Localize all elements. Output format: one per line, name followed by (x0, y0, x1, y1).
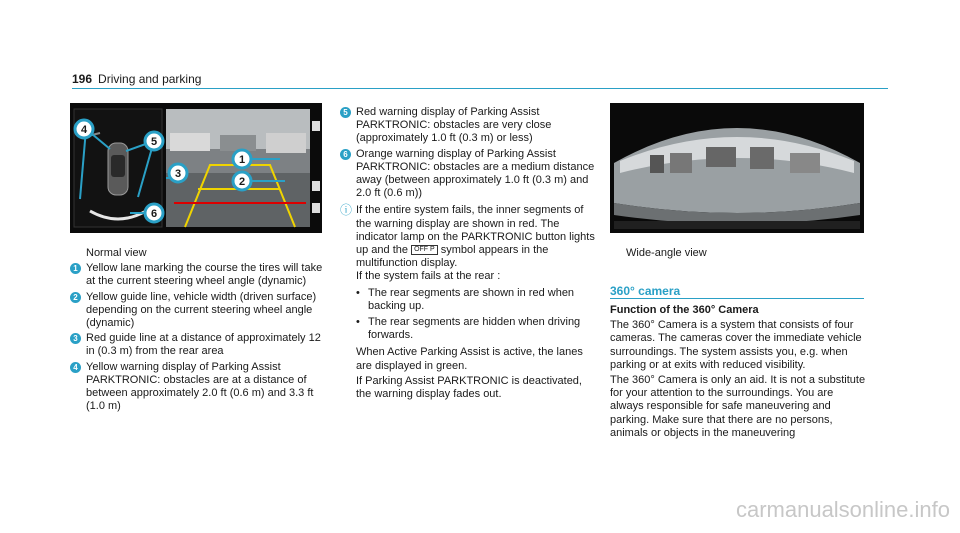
subheading: Function of the 360° Camera (610, 304, 759, 316)
left-column (70, 247, 326, 415)
wide-angle-caption: Wide-angle view (626, 247, 707, 259)
callout-1 (233, 150, 251, 168)
callout-6 (145, 204, 163, 222)
svg-text:4: 4 (80, 124, 88, 136)
item-text: Yellow warning display of Parking Assist PARKTRONIC: obstacles are at a distance of between approximately 2.0 ft (0.6 m) and 3.3 ft (1.0 m) (86, 360, 314, 413)
number-badge: 4 (70, 362, 81, 373)
bullet-item: • The rear segments are shown in red when backing up. (356, 287, 596, 313)
section-name: Driving and parking (98, 72, 202, 86)
page-header (72, 72, 201, 86)
list-item (70, 291, 326, 331)
section-rule (610, 298, 864, 299)
number-badge: 5 (340, 107, 351, 118)
info-note (340, 204, 596, 401)
item-text: Yellow lane marking the course the tires will take at the current steering wheel angle (dynamic) (86, 262, 323, 288)
right-column (610, 304, 868, 442)
svg-text:6: 6 (150, 208, 158, 220)
number-badge: 6 (340, 149, 351, 160)
list-item (340, 106, 596, 146)
watermark: carmanualsonline.info (735, 497, 950, 522)
normal-view-caption: Normal view (86, 247, 147, 259)
paragraph-2: The 360° Camera is only an aid. It is not a substitute for your attention to the surroundings. You are always responsible for safe maneuvering and parking. Make sure that there are no persons, animals or objects in the maneuvering (610, 374, 866, 439)
parktronic-off-symbol: OFF P (411, 245, 438, 255)
item-text: Red warning display of Parking Assist PARKTRONIC: obstacles are very close (approximately 1.0 ft (0.3 m) or less) (356, 106, 552, 145)
callout-5 (145, 132, 163, 150)
info-text-c: If the system fails at the rear : (356, 270, 501, 283)
info-icon: ⓘ (340, 203, 353, 218)
callout-3 (169, 164, 187, 182)
active-parking-paragraph: When Active Parking Assist is active, the lanes are displayed in green. (356, 346, 583, 372)
normal-view-image (70, 103, 322, 233)
callout-4 (75, 120, 93, 138)
deactivated-paragraph: If Parking Assist PARKTRONIC is deactivated, the warning display fades out. (356, 374, 582, 401)
wide-angle-caption-block (610, 247, 868, 262)
number-badge: 1 (70, 263, 81, 274)
list-item (70, 262, 326, 288)
item-text: Red guide line at a distance of approximately 12 in (0.3 m) from the rear area (86, 332, 321, 358)
page-number: 196 (72, 72, 93, 86)
info-text-a: If the entire system fails, the inner segments of the warning display are shown in red. The indicator lamp on the PARKTRONIC button lights up and the (356, 204, 595, 257)
bullet-item: • The rear segments are hidden when driving forwards. (356, 316, 596, 342)
wide-angle-view-image (610, 103, 864, 233)
number-badge: 2 (70, 292, 81, 303)
svg-text:5: 5 (150, 136, 158, 148)
info-text-b: symbol appears in the multifunction display. (356, 244, 549, 270)
item-text: Yellow guide line, vehicle width (driven surface) depending on the current steering wheel angle (dynamic) (86, 290, 317, 330)
callout-2 (233, 172, 251, 190)
list-item (340, 148, 596, 201)
svg-text:2: 2 (238, 176, 246, 188)
number-badge: 3 (70, 333, 81, 344)
section-title: 360° camera (610, 284, 681, 298)
item-text: Orange warning display of Parking Assist PARKTRONIC: obstacles are a medium distance away (between approximately 1.0 ft (0.3 m) and 2.0 ft (0.6 m)) (356, 147, 595, 200)
list-item (70, 361, 326, 414)
svg-text:1: 1 (238, 154, 246, 166)
header-rule (72, 88, 888, 89)
list-item (70, 332, 326, 358)
svg-text:3: 3 (174, 168, 182, 180)
middle-column (340, 106, 596, 403)
paragraph-1: The 360° Camera is a system that consists of four cameras. The cameras cover the immediate vehicle surroundings. The system assists you, e.g. when parking or at exits with reduced visibility. (610, 319, 862, 371)
